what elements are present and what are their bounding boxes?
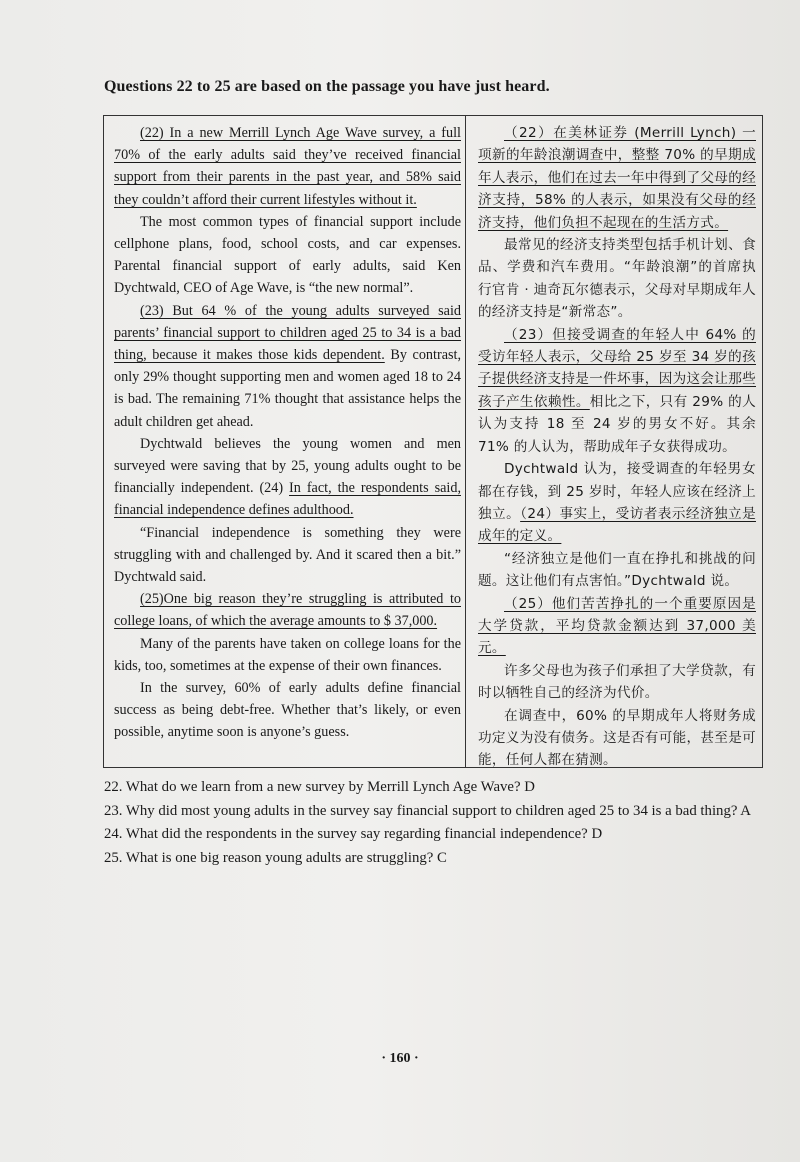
en-paragraph-4-text: Dychtwald believes the young women and men surveyed were saving that by 25, young adults ought to be financially independent. (24) bbox=[114, 435, 461, 497]
question-25: 25. What is one big reason young adults are struggling? C bbox=[104, 849, 447, 866]
en-answer-23: (23) But 64 % of the young adults surveyed said parents’ financial support to children aged 25 to 34 is a bad thing, because it makes those kids dependent. bbox=[114, 302, 461, 364]
zh-paragraph-6 bbox=[478, 593, 756, 660]
en-paragraph-6 bbox=[114, 588, 461, 632]
zh-paragraph-2: 最常见的经济支持类型包括手机计划、食品、学费和汽车费用。“年龄浪潮”的首席执行官肯 · 迪奇瓦尔德表示，父母对早期成年人的经济支持是“新常态”。 bbox=[478, 237, 756, 321]
en-paragraph-8: In the survey, 60% of early adults define financial success as being debt-free. Whether that’s likely, or even possible, anytime soon is anyone’s guess. bbox=[114, 680, 461, 741]
en-paragraph-1 bbox=[114, 122, 461, 211]
en-paragraph-3 bbox=[114, 300, 461, 433]
zh-paragraph-3-rest: 相比之下，只有 29% 的人认为支持 18 至 24 岁的男女不好。其余 71% 的人认为，帮助成年子女获得成功。 bbox=[478, 393, 756, 455]
question-22: 22. What do we learn from a new survey by Merrill Lynch Age Wave? D bbox=[104, 779, 535, 795]
english-column bbox=[104, 116, 466, 767]
en-paragraph-4 bbox=[114, 433, 461, 522]
zh-paragraph-4-text: Dychtwald 认为，接受调查的年轻男女都在存钱，到 25 岁时，年轻人应该在经济上独立。 bbox=[478, 461, 756, 522]
en-paragraph-2: The most common types of financial support include cellphone plans, food, school costs, and car expenses. Parental financial support of early adults, said Ken Dychtwald, CEO of Age Wave, is “the new normal”. bbox=[114, 213, 461, 297]
en-answer-25: (25)One big reason they’re struggling is attributed to college loans, of which the average amounts to $ 37,000. bbox=[114, 591, 461, 630]
question-23: 23. Why did most young adults in the survey say financial support to children aged 25 to 34 is a bad thing? A bbox=[104, 802, 751, 819]
question-24: 24. What did the respondents in the survey say regarding financial independence? D bbox=[104, 826, 603, 843]
question-list bbox=[104, 776, 794, 870]
en-paragraph-5: “Financial independence is something they were struggling with and challenged by. And it scared then a bit.” Dychtwald said. bbox=[114, 524, 461, 586]
zh-paragraph-8: 在调查中，60% 的早期成年人将财务成功定义为没有债务。这是否有可能，甚至是可能，任何人都在猜测。 bbox=[478, 707, 756, 769]
passage-table bbox=[103, 115, 763, 768]
section-heading: Questions 22 to 25 are based on the passage you have just heard. bbox=[104, 78, 550, 95]
en-paragraph-3-rest: By contrast, only 29% thought supporting men and women aged 18 to 24 is bad. The remaining 71% thought that assistance helps the adult children get ahead. bbox=[114, 347, 461, 430]
zh-paragraph-3 bbox=[478, 324, 756, 458]
zh-answer-25: （25）他们苦苦挣扎的一个重要原因是大学贷款，平均贷款金额达到 37,000 美元。 bbox=[478, 595, 756, 657]
zh-paragraph-7: 许多父母也为孩子们承担了大学贷款，有时以牺牲自己的经济为代价。 bbox=[478, 662, 756, 702]
zh-answer-23: （23）但接受调查的年轻人中 64% 的受访年轻人表示，父母给 25 岁至 34 岁的孩子提供经济支持是一件坏事，因为这会让那些孩子产生依赖性。 bbox=[478, 326, 756, 410]
en-answer-22: (22) In a new Merrill Lynch Age Wave survey, a full 70% of the early adults said they’ve received financial support from their parents in the past year, and 58% said they couldn’t afford their current lifestyles without it. bbox=[114, 125, 461, 208]
zh-paragraph-1 bbox=[478, 122, 756, 234]
zh-paragraph-5: “经济独立是他们一直在挣扎和挑战的问题。这让他们有点害怕。”Dychtwald 说。 bbox=[478, 550, 756, 590]
zh-answer-24: （24）事实上，受访者表示经济独立是成年的定义。 bbox=[478, 505, 756, 545]
page-number: · 160 · bbox=[381, 1051, 419, 1066]
chinese-column bbox=[466, 116, 762, 767]
zh-paragraph-4 bbox=[478, 458, 756, 548]
en-paragraph-7: Many of the parents have taken on college loans for the kids, too, sometimes at the expense of their own finances. bbox=[114, 635, 461, 674]
en-answer-24: In fact, the respondents said, financial independence defines adulthood. bbox=[114, 480, 461, 519]
zh-answer-22: （22）在美林证券 (Merrill Lynch) 一项新的年龄浪潮调查中，整整 70% 的早期成年人表示，他们在过去一年中得到了父母的经济支持，58% 的人表示，如果没有父母的经济支持，他们负担不起现在的生活方式。 bbox=[478, 125, 756, 231]
